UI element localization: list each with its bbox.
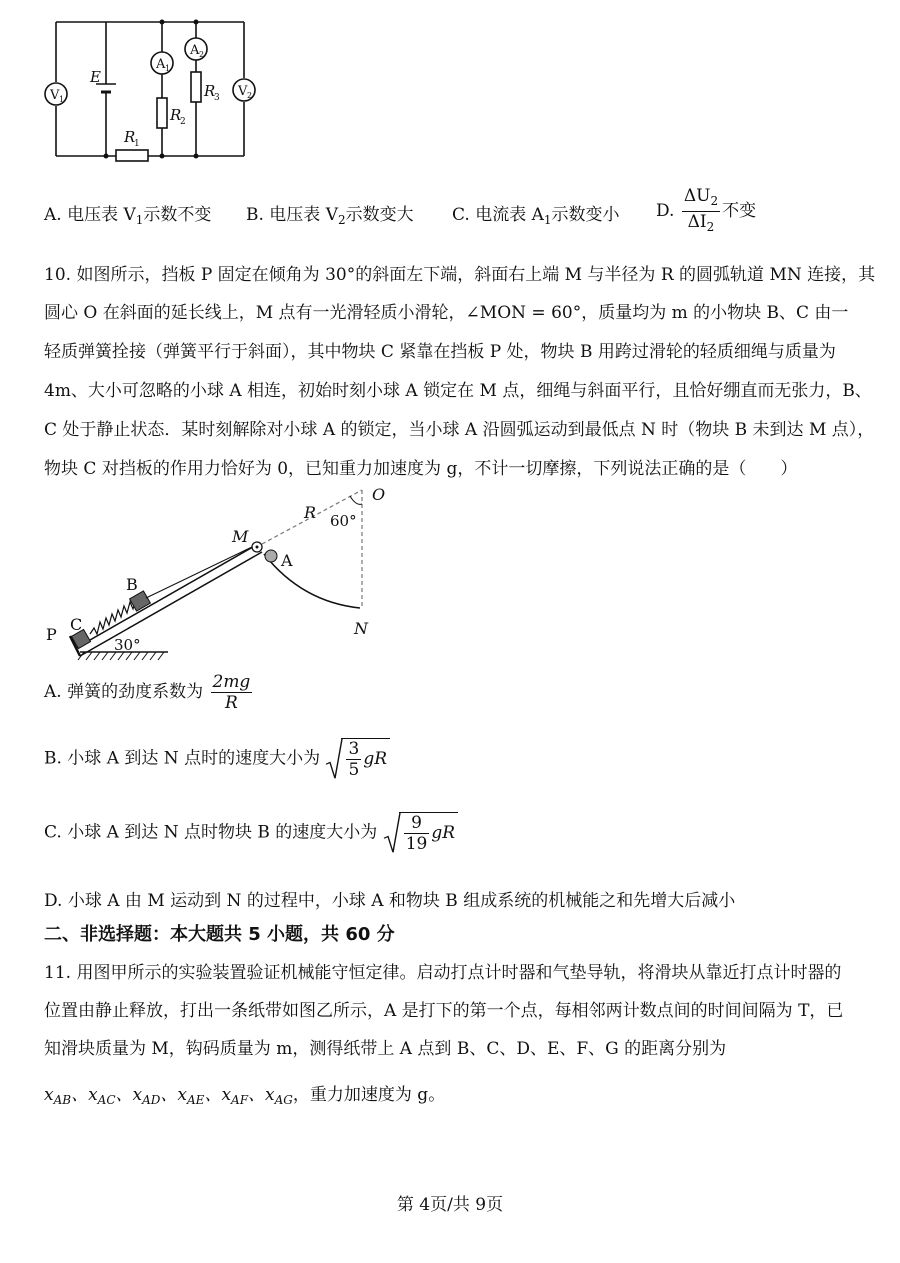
svg-text:60°: 60°	[330, 512, 357, 530]
page-footer: 第 4页/共 9页	[396, 1195, 504, 1215]
svg-text:1: 1	[59, 95, 65, 104]
q9-option-a: A. 电压表 $V_1$示数不变	[44, 205, 212, 227]
q10-line-6: 物块 C 对挡板的作用力恰好为 0，已知重力加速度为 g，不计一切摩擦，下列说法正确的是（ ）	[44, 459, 798, 479]
q10-line-4: 4m、大小可忽略的小球 A 相连，初始时刻小球 A 锁定在 M 点，细绳与斜面平行，且恰好绷直而无张力，B、	[44, 381, 872, 401]
q10-line-3: 轻质弹簧拴接（弹簧平行于斜面），其中物块 C 紧靠在挡板 P 处，物块 B 用跨过滑轮的轻质细绳与质量为	[44, 342, 836, 362]
svg-text:P: P	[46, 625, 57, 644]
q11-line-3: 知滑块质量为 M，钩码质量为 m，测得纸带上 A 点到 B、C、D、E、F、G 的距离分别为	[44, 1039, 727, 1059]
q10-line-1: 10. 如图所示，挡板 P 固定在倾角为 30°的斜面左下端，斜面右上端 M 与半径为 R 的圆弧轨道 MN 连接，其	[44, 265, 876, 285]
svg-text:A: A	[281, 551, 293, 570]
q11-line-1: 11. 用图甲所示的实验装置验证机械能守恒定律。启动打点计时器和气垫导轨，将滑块从靠近打点计时器的	[44, 963, 842, 983]
svg-text:2: 2	[180, 117, 186, 127]
svg-text:B: B	[126, 575, 138, 594]
a2-label: A	[190, 43, 200, 58]
svg-text:C: C	[70, 615, 83, 634]
q10-option-d: D. 小球 A 由 M 运动到 N 的过程中，小球 A 和物块 B 组成系统的机械能之和先增大后减小	[44, 891, 736, 911]
svg-text:30°: 30°	[114, 636, 141, 654]
a1-label: A	[156, 57, 166, 72]
q10-line-5: C 处于静止状态．某时刻解除对小球 A 的锁定，当小球 A 沿圆弧运动到最低点 N 时（物块 B 未到达 M 点），	[44, 420, 875, 440]
incline-figure	[40, 484, 400, 670]
svg-text:3: 3	[214, 93, 220, 103]
q9-option-b: B. 电压表 $V_2$示数变大	[246, 205, 414, 227]
q11-distances: $x_{AB}$、$x_{AC}$、$x_{AD}$、$x_{AE}$、$x_{AF}$、$x_{AG}$，重力加速度为 g。	[44, 1085, 446, 1107]
svg-text:N: N	[354, 619, 368, 638]
r1-label: R	[124, 128, 136, 146]
svg-text:R: R	[304, 503, 317, 522]
svg-text:1: 1	[134, 139, 140, 149]
v1-label: V	[50, 88, 60, 103]
svg-text:2: 2	[247, 91, 253, 100]
q10-option-c: C. 小球 A 到达 N 点时物块 B 的速度大小为 $\frac{9}{19}$ gR	[44, 812, 458, 854]
svg-text:M: M	[232, 527, 249, 546]
svg-text:2: 2	[199, 50, 205, 59]
e-label: E	[90, 68, 101, 86]
r2-label: R	[170, 106, 182, 124]
section-title: 二、非选择题：本大题共 5 小题，共 60 分	[44, 924, 395, 945]
q11-line-2: 位置由静止释放，打出一条纸带如图乙所示，A 是打下的第一个点，每相邻两计数点间的时间间隔为 T，已	[44, 1001, 844, 1021]
q10-line-2: 圆心 O 在斜面的延长线上，M 点有一光滑轻质小滑轮，∠MON = 60°，质量均为 m 的小物块 B、C 由一	[44, 303, 849, 323]
r3-label: R	[204, 82, 216, 100]
circuit-diagram	[40, 14, 270, 174]
svg-text:1: 1	[165, 64, 171, 73]
q10-option-b: B. 小球 A 到达 N 点时的速度大小为 $\frac{3}{5}$ gR	[44, 738, 390, 780]
q10-option-a: A. 弹簧的劲度系数为 $\frac{2mg}{R}$	[44, 672, 251, 713]
v2-label: V	[238, 84, 248, 99]
q9-option-d: D. $\frac{\Delta U_2}{\Delta I_2}$ 不变	[656, 186, 757, 234]
q9-option-c: C. 电流表 $A_1$示数变小	[452, 205, 620, 227]
svg-text:O: O	[372, 485, 386, 504]
